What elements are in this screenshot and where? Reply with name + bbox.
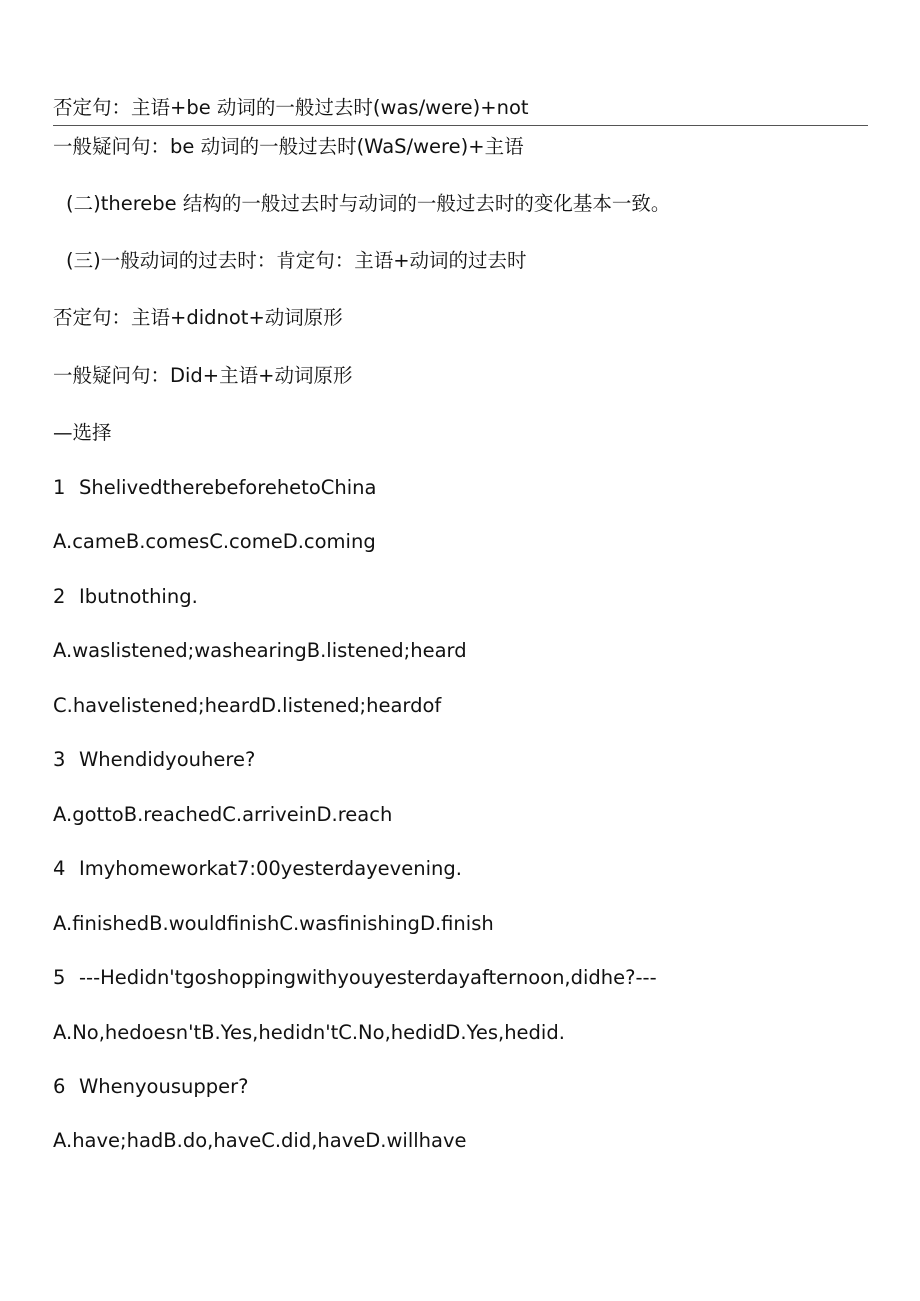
question-3-options: A.gottoB.reachedC.arriveinD.reach — [53, 803, 393, 826]
question-stem: ShelivedtherebeforehetoChina — [79, 476, 377, 499]
question-number: 2 — [53, 585, 66, 608]
verb-negative-rule: 否定句：主语+didnot+动词原形 — [53, 306, 343, 329]
question-number: 6 — [53, 1075, 66, 1098]
question-stem: Imyhomeworkat7:00yesterdayevening. — [79, 857, 462, 880]
be-negative-rule: 否定句：主语+be 动词的一般过去时(was/were)+not — [53, 96, 529, 119]
question-1-options: A.cameB.comesC.comeD.coming — [53, 530, 376, 553]
question-stem: ---Hedidn'tgoshoppingwithyouyesterdayafternoon,didhe?--- — [79, 966, 657, 989]
question-number: 5 — [53, 966, 66, 989]
question-3 — [53, 747, 255, 773]
question-stem: Ibutnothing. — [79, 585, 198, 608]
question-5-options: A.No,hedoesn'tB.Yes,hedidn'tC.No,hedidD.Yes,hedid. — [53, 1021, 565, 1044]
question-4-options: A.finishedB.wouldfinishC.wasfinishingD.finish — [53, 912, 494, 935]
question-stem: Whendidyouhere? — [79, 748, 256, 771]
question-2-options-b: C.havelistened;heardD.listened;heardof — [53, 694, 442, 717]
question-number: 3 — [53, 748, 66, 771]
question-6 — [53, 1074, 248, 1100]
verb-question-rule: 一般疑问句：Did+主语+动词原形 — [53, 364, 353, 387]
question-5 — [53, 965, 657, 991]
be-question-rule: 一般疑问句：be 动词的一般过去时(WaS/were)+主语 — [53, 135, 524, 158]
question-4 — [53, 856, 462, 882]
question-1 — [53, 475, 376, 501]
question-number: 1 — [53, 476, 66, 499]
question-2 — [53, 584, 198, 610]
therebe-note: (二)therebe 结构的一般过去时与动词的一般过去时的变化基本一致。 — [66, 192, 671, 215]
verb-positive-rule: (三)一般动词的过去时：肯定句：主语+动词的过去时 — [66, 249, 527, 272]
exercise-heading: —选择 — [53, 421, 112, 444]
question-6-options: A.have;hadB.do,haveC.did,haveD.willhave — [53, 1129, 467, 1152]
divider-line — [53, 125, 868, 126]
question-number: 4 — [53, 857, 66, 880]
question-2-options-a: A.waslistened;washearingB.listened;heard — [53, 639, 467, 662]
question-stem: Whenyousupper? — [79, 1075, 249, 1098]
